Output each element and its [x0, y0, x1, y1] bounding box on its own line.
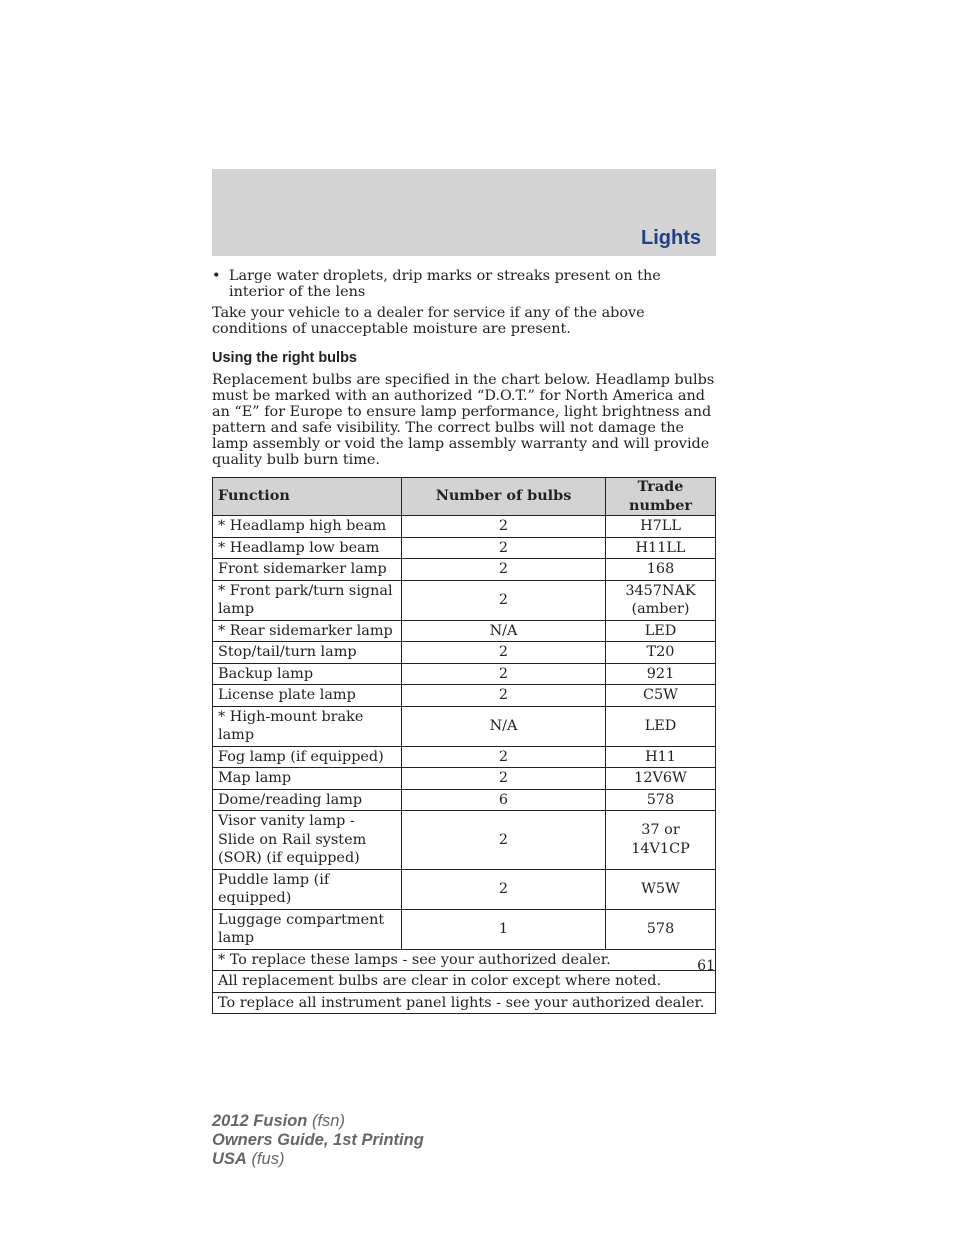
table-row [213, 685, 716, 707]
cell-number-of-bulbs: 2 [402, 663, 606, 685]
page-content [212, 268, 715, 1014]
cell-function: Puddle lamp (if equipped) [213, 869, 402, 909]
bulbs-paragraph: Replacement bulbs are specified in the chart below. Headlamp bulbs must be marked with an authorized “D.O.T.” for North America and an “E” for Europe to ensure lamp performance, light brightness and pattern and safe visibility. The correct bulbs will not damage the lamp assembly or void the lamp assembly warranty and will provide quality bulb burn time. [212, 372, 715, 468]
cell-number-of-bulbs: 2 [402, 685, 606, 707]
cell-trade-number: 578 [606, 789, 716, 811]
cell-function: * Headlamp high beam [213, 516, 402, 538]
cell-trade-number: 578 [606, 909, 716, 949]
cell-trade-number: LED [606, 620, 716, 642]
table-row [213, 789, 716, 811]
cell-number-of-bulbs: 2 [402, 580, 606, 620]
document-footer [212, 1112, 424, 1169]
cell-trade-number: LED [606, 706, 716, 746]
cell-function: Stop/tail/turn lamp [213, 642, 402, 664]
table-body [213, 516, 716, 950]
cell-number-of-bulbs: 2 [402, 537, 606, 559]
cell-trade-number: 3457NAK (amber) [606, 580, 716, 620]
table-row [213, 909, 716, 949]
table-notes [213, 949, 716, 1014]
footer-market: USA [212, 1150, 247, 1168]
footer-line-1 [212, 1112, 424, 1131]
table-row [213, 559, 716, 581]
cell-trade-number: 921 [606, 663, 716, 685]
cell-function: Luggage compartment lamp [213, 909, 402, 949]
table-header-row [213, 478, 716, 516]
page-number: 61 [697, 958, 715, 974]
header-number-of-bulbs: Number of bulbs [402, 478, 606, 516]
cell-number-of-bulbs: 2 [402, 811, 606, 870]
note-row [213, 971, 716, 993]
cell-function: * High-mount brake lamp [213, 706, 402, 746]
cell-function: Dome/reading lamp [213, 789, 402, 811]
footer-model: 2012 Fusion [212, 1112, 308, 1130]
bulb-table [212, 477, 716, 1014]
footer-line-2 [212, 1131, 424, 1150]
table-row [213, 768, 716, 790]
table-row [213, 663, 716, 685]
footer-guide: Owners Guide, 1st Printing [212, 1131, 424, 1149]
cell-function: Front sidemarker lamp [213, 559, 402, 581]
note-row [213, 992, 716, 1014]
cell-function: License plate lamp [213, 685, 402, 707]
bullet-item [212, 268, 715, 300]
header-function: Function [213, 478, 402, 516]
table-row [213, 516, 716, 538]
footer-market-code: (fus) [251, 1150, 285, 1168]
cell-trade-number: H7LL [606, 516, 716, 538]
table-row [213, 620, 716, 642]
cell-trade-number: 168 [606, 559, 716, 581]
table-row [213, 706, 716, 746]
cell-function: Visor vanity lamp - Slide on Rail system (SOR) (if equipped) [213, 811, 402, 870]
table-row [213, 869, 716, 909]
table-row [213, 811, 716, 870]
cell-trade-number: C5W [606, 685, 716, 707]
moisture-paragraph: Take your vehicle to a dealer for service if any of the above conditions of unacceptable moisture are present. [212, 305, 645, 337]
cell-number-of-bulbs: 2 [402, 869, 606, 909]
chapter-header-band [212, 169, 716, 256]
cell-number-of-bulbs: 1 [402, 909, 606, 949]
chapter-title: Lights [641, 227, 701, 249]
cell-function: * Rear sidemarker lamp [213, 620, 402, 642]
cell-number-of-bulbs: 2 [402, 516, 606, 538]
bullet-icon: • [212, 268, 221, 284]
cell-number-of-bulbs: 2 [402, 768, 606, 790]
cell-number-of-bulbs: N/A [402, 706, 606, 746]
cell-function: Map lamp [213, 768, 402, 790]
cell-trade-number: T20 [606, 642, 716, 664]
cell-trade-number: 12V6W [606, 768, 716, 790]
cell-trade-number: 37 or 14V1CP [606, 811, 716, 870]
cell-number-of-bulbs: 2 [402, 642, 606, 664]
table-row [213, 537, 716, 559]
note-cell: All replacement bulbs are clear in color except where noted. [213, 971, 716, 993]
table-row [213, 746, 716, 768]
cell-function: Backup lamp [213, 663, 402, 685]
cell-number-of-bulbs: N/A [402, 620, 606, 642]
cell-function: Fog lamp (if equipped) [213, 746, 402, 768]
cell-trade-number: H11LL [606, 537, 716, 559]
table-row [213, 642, 716, 664]
cell-number-of-bulbs: 2 [402, 559, 606, 581]
note-cell: To replace all instrument panel lights - see your authorized dealer. [213, 992, 716, 1014]
footer-line-3 [212, 1150, 424, 1169]
cell-trade-number: H11 [606, 746, 716, 768]
section-heading: Using the right bulbs [212, 350, 357, 366]
cell-function: * Front park/turn signal lamp [213, 580, 402, 620]
cell-number-of-bulbs: 2 [402, 746, 606, 768]
table-row [213, 580, 716, 620]
note-row [213, 949, 716, 971]
cell-trade-number: W5W [606, 869, 716, 909]
bullet-text: Large water droplets, drip marks or streaks present on the interior of the lens [229, 268, 661, 300]
header-trade-number: Trade number [606, 478, 716, 516]
footer-model-code: (fsn) [311, 1112, 345, 1130]
cell-function: * Headlamp low beam [213, 537, 402, 559]
cell-number-of-bulbs: 6 [402, 789, 606, 811]
note-cell: * To replace these lamps - see your authorized dealer. [213, 949, 716, 971]
